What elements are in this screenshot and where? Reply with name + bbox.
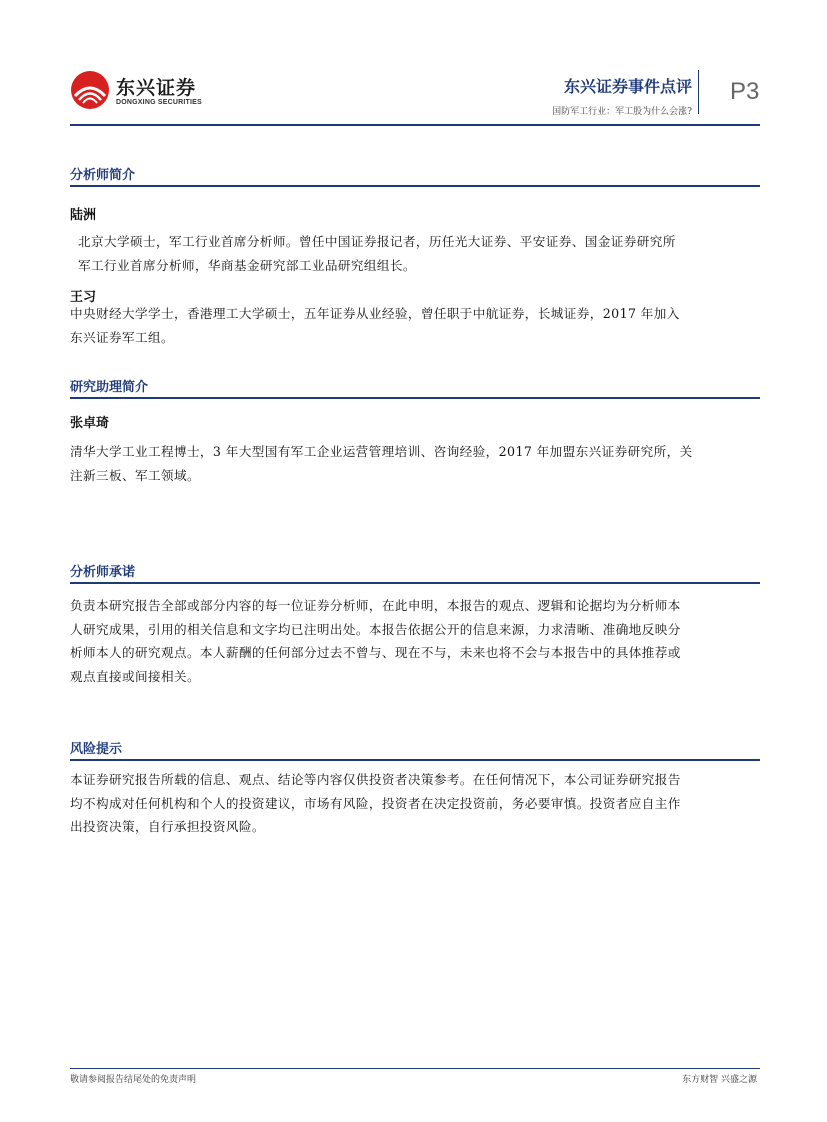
analyst-name: 陆洲	[70, 208, 97, 223]
logo-english-name: DONGXING SECURITIES	[116, 99, 202, 106]
analyst-bio	[70, 302, 756, 349]
section-rule	[70, 759, 760, 761]
analyst-bio	[78, 230, 758, 277]
report-title: 东兴证券事件点评	[563, 77, 692, 96]
footer-slogan: 东方财智 兴盛之源	[682, 1075, 757, 1085]
bio-line: 注新三板、军工领域。	[70, 467, 200, 483]
section-heading-risk: 风险提示	[70, 742, 123, 757]
logo-wordmark: 东兴证券	[116, 77, 197, 99]
page-number: P3	[730, 78, 760, 105]
text-line: 出投资决策，自行承担投资风险。	[70, 819, 265, 834]
bio-line: 中央财经大学学士，香港理工大学硕士，五年证券从业经验，曾任职于中航证券，长城证券，2017 年加入	[70, 306, 680, 321]
footer-disclaimer-note: 敬请参阅报告结尾处的免责声明	[70, 1075, 197, 1085]
bio-line: 北京大学硕士，军工行业首席分析师。曾任中国证券报记者，历任光大证券、平安证券、国金证券研究所	[78, 234, 676, 249]
text-line: 观点直接或间接相关。	[70, 668, 200, 684]
section-rule	[70, 185, 760, 187]
section-heading-analyst-intro: 分析师简介	[70, 168, 136, 183]
footer-rule	[70, 1068, 760, 1069]
section-rule	[70, 582, 760, 584]
header-rule	[70, 124, 760, 126]
assistant-bio	[70, 440, 756, 487]
commitment-text	[70, 594, 756, 688]
bio-line: 东兴证券军工组。	[70, 329, 174, 345]
assistant-name: 张卓琦	[70, 416, 110, 431]
section-heading-assistant-intro: 研究助理简介	[70, 380, 149, 395]
bio-line: 清华大学工业工程博士，3 年大型国有军工企业运营管理培训、咨询经验，2017 年加盟东兴证券研究所，关	[70, 444, 693, 459]
dongxing-logo-icon	[70, 70, 110, 110]
risk-text	[70, 768, 756, 839]
text-line: 均不构成对任何机构和个人的投资建议，市场有风险，投资者在决定投资前，务必要审慎。投资者应自主作	[70, 795, 681, 811]
section-rule	[70, 397, 760, 399]
bio-line: 军工行业首席分析师，华商基金研究部工业品研究组组长。	[78, 257, 416, 273]
text-line: 本证券研究报告所载的信息、观点、结论等内容仅供投资者决策参考。在任何情况下，本公司证券研究报告	[70, 772, 681, 787]
text-line: 析师本人的研究观点。本人薪酬的任何部分过去不曾与、现在不与，未来也将不会与本报告中的具体推荐或	[70, 645, 681, 660]
text-line: 负责本研究报告全部或部分内容的每一位证券分析师，在此申明，本报告的观点、逻辑和论据均为分析师本	[70, 598, 681, 613]
section-heading-commitment: 分析师承诺	[70, 565, 136, 580]
header-divider	[698, 70, 699, 114]
text-line: 人研究成果，引用的相关信息和文字均已注明出处。本报告依据公开的信息来源，力求清晰、准确地反映分	[70, 621, 681, 637]
analyst-name: 王习	[70, 290, 97, 305]
report-subtitle: 国防军工行业：军工股为什么会涨?	[552, 107, 692, 117]
